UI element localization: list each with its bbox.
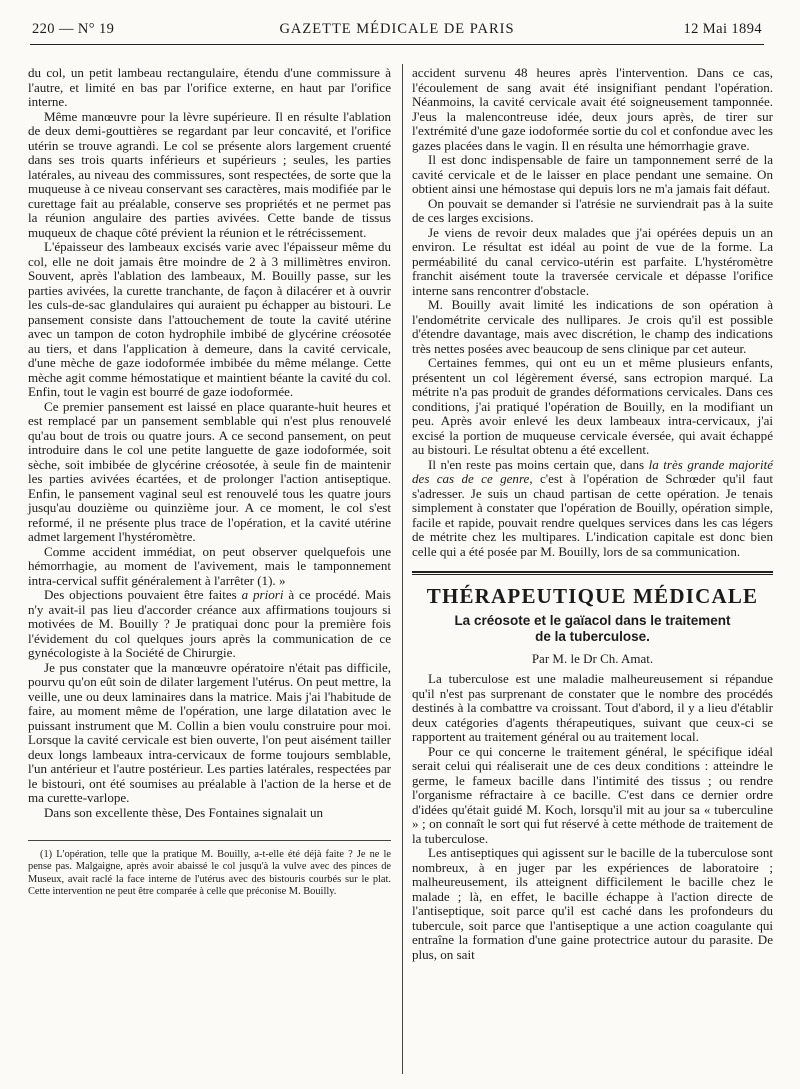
italic-text: a priori xyxy=(241,587,284,602)
paragraph: Même manœuvre pour la lèvre supérieure. Il en résulte l'ablation de deux demi-gouttières se regardant par leur concavité, et l'orifice utérin se trouve agrandi. Le col se présente alors largement cruenté dans ses trois quarts inférieurs et supérieurs ; seules, les parties latérales, au niveau des commissures, sont respectées, de sorte que la muqueuse à ce niveau conservant ses caractères, mais modifiée par le curettage fait au préalable, conserve ses propriétés et ne permet pas la réunion angulaire des parties avivées. Cette bande de tissus muqueux de chaque côté prévient la réunion et le rétrécissement. xyxy=(28,108,391,240)
paragraph: Certaines femmes, qui ont eu un et même plusieurs enfants, présentent un col légèrement éversé, sans ectropion marqué. La métrite n'a pas produit de grandes déformations cervicales. Dans ces conditions, j'ai pratiqué l'opération de Bouilly, en la modifiant un peu. Après avoir enlevé les deux lambeaux intra-cervicaux, j'ai excisé la portion de muqueuse cervicale éversée, qui avait échappé au bistouri. Le résultat obtenu a été excellent. xyxy=(412,355,773,457)
left-column xyxy=(28,66,391,898)
paragraph: La tuberculose est une maladie malheureusement si répandue qu'il n'est pas surprenant de constater que le nombre des procédés destinés à la combattre va croissant. Tout d'abord, il y a lieu d'établir deux catégories d'agents thérapeutiques, suivant que ceux-ci se rapportent au traitement général ou au traitement local. xyxy=(412,671,773,744)
footnote-rule xyxy=(28,840,391,841)
paragraph: Je viens de revoir deux malades que j'ai opérées depuis un an environ. Le résultat est idéal au point de vue de la forme. La perméabilité du canal cervico-utérin est parfaite. L'hystéromètre franchit aisément toute la traversée cervicale et dépasse l'orifice interne sans rencontrer d'obstacle. xyxy=(412,224,773,298)
paragraph xyxy=(28,588,391,661)
article-title-line: de la tuberculose. xyxy=(535,629,650,644)
journal-title: GAZETTE MÉDICALE DE PARIS xyxy=(279,21,515,37)
right-column xyxy=(412,66,773,962)
text-run: à ce procédé. Mais n'y avait-il pas lieu d'accorder créance aux affirmations toujours si motivées de M. Bouilly ? Je pratiquai donc pour la première fois l'évidement du col quelques jours après la communication de ce gynécologiste à la Société de Chirurgie. xyxy=(28,587,391,660)
paragraph: Il est donc indispensable de faire un tamponnement serré de la cavité cervicale et de le laisser en place pendant une semaine. On obtient ainsi une hémostase qui depuis lors ne m'a jamais fait défaut. xyxy=(412,152,773,196)
paragraph: Pour ce qui concerne le traitement général, le spécifique idéal serait celui qui réaliserait une de ces deux conditions : atteindre le germe, le fameux bacille dans l'intimité des tissus ; ou rendre l'organisme réfractaire à ce bacille. C'est dans ce dernier ordre d'idées qu'était guidé M. Koch, lorsqu'il mit au jour sa « tuberculine » ; on connaît le sort qui fut réservé à cette méthode de traitement de la tuberculose. xyxy=(412,743,773,846)
article-title xyxy=(412,613,773,645)
section-rule xyxy=(412,574,773,575)
article-byline: Par M. le Dr Ch. Amat. xyxy=(531,651,654,666)
text-run: Il n'en reste pas moins certain que, dans xyxy=(428,456,649,472)
page-header xyxy=(30,18,764,45)
article-title-line: La créosote et le gaïacol dans le traitement xyxy=(454,613,731,628)
paragraph: Dans son excellente thèse, Des Fontaines signalait un xyxy=(44,804,323,820)
column-divider xyxy=(402,64,403,1074)
paragraph: Ce premier pansement est laissé en place quarante-huit heures et est remplacé par un pansement semblable qui n'est plus renouvelé qu'au bout de trois ou quatre jours. A ce second pansement, on peut introduire dans le col une petite languette de gaze iodoformée, soit sèche, soit imbibée de glycérine créosotée, à seule fin de maintenir les parties avivées écartées, et de prolonger l'action antiseptique. Enfin, le pansement vaginal seul est renouvelé tous les quatre jours jusqu'au douzième ou quinzième jour. A ce moment, le col s'est reformé, il ne présente plus trace de l'opération, et la cavité utérine admet largement l'hystéromètre. xyxy=(28,398,391,544)
text-run: Des objections pouvaient être faites xyxy=(44,587,242,602)
section-rule xyxy=(412,571,773,573)
text-run: , c'est à l'opération de Schrœder qu'il faut s'adresser. Je suis un chaud partisan de cette opération. Je tenais simplement à constater que l'opération de Bouilly, opération simple, facile et rapide, pouvait rendre quelques services dans les cas légers de métrite chez les multipares. L'indication capitale est donc bien celle qui a été posée par M. Bouilly, lors de sa communication. xyxy=(412,471,773,559)
paragraph: M. Bouilly avait limité les indications de son opération à l'endométrite cervicale des nullipares. Je crois qu'il est possible d'étendre davantage, mais avec discrétion, le champ des indications très nettes posées avec beaucoup de sens clinique par cet auteur. xyxy=(412,297,773,356)
page-number: 220 — N° 19 xyxy=(32,21,115,37)
paragraph: du col, un petit lambeau rectangulaire, étendu d'une commissure à l'autre, et limité en bas par l'orifice externe, en haut par l'orifice interne. xyxy=(28,65,391,109)
issue-date: 12 Mai 1894 xyxy=(683,21,762,37)
italic-text: la très grande majorité des cas de ce genre xyxy=(412,456,773,486)
paragraph xyxy=(412,458,773,560)
paragraph: Les antiseptiques qui agissent sur le bacille de la tuberculose sont nombreux, à en juger par les expériences de laboratoire ; malheureusement, ils atteignent difficilement le bacille chez le malade ; là, en effet, le bacille échappe à l'action directe de l'antiseptique, soit parce qu'il est caché dans les profondeurs du tubercule, soit parce que l'antiseptique a une action coagulante qui entraîne la formation d'une gaine protectrice autour du parasite. De plus, on sait xyxy=(412,845,773,962)
section-title: THÉRAPEUTIQUE MÉDICALE xyxy=(426,584,759,608)
paragraph: L'épaisseur des lambeaux excisés varie avec l'épaisseur même du col, elle ne doit jamais être moindre de 2 à 3 millimètres environ. Souvent, après l'ablation des lambeaux, M. Bouilly passe, sur les parties avivées, la curette tranchante, de façon à dilacérer et à ouvrir les culs-de-sac glandulaires qui auraient pu échapper au bistouri. Le pansement consiste dans l'attouchement de toute la cavité utérine avec un tampon de coton hydrophile imbibé de glycérine créosotée au tiers, et dans l'application à demeure, dans la cavité cervicale, d'une mèche de gaze iodoformée imbibée du même mélange. Cette mèche agit comme hémostatique et maintient béante la cavité du col. Enfin, tout le vagin est bourré de gaze iodoformée. xyxy=(28,239,391,399)
paragraph: Comme accident immédiat, on peut observer quelquefois une hémorrhagie, au moment de l'avivement, mais le tamponnement intra-cervical suffit généralement à l'arrêter (1). » xyxy=(28,543,391,588)
footnote: (1) L'opération, telle que la pratique M. Bouilly, a-t-elle été déjà faite ? Je ne le pense pas. Malgaigne, après avoir abaissé le col jusqu'à la vulve avec des pinces de Museux, avait raclé la face interne de l'utérus avec des bistouris courbés sur le plat. Cette intervention ne peut être comparée à celle que préconise M. Bouilly. xyxy=(28,849,391,897)
paragraph: Je pus constater que la manœuvre opératoire n'était pas difficile, pourvu qu'on eût soin de dilater largement l'utérus. On peut mettre, la veille, une ou deux laminaires dans la matrice. Mais j'ai l'habitude de faire, au moment même de l'opération, une large dilatation avec le puissant instrument que M. Collin a bien voulu construire pour moi. Lorsque la cavité cervicale est bien ouverte, l'on peut aisément tailler deux longs lambeaux intra-cervicaux de forme toujours semblable, l'un antérieur et l'autre postérieur. Les parties latérales, respectées par le bistouri, ont été soumises au préalable à l'action de la herse et de ma curette-varlope. xyxy=(28,659,391,805)
paragraph: On pouvait se demander si l'atrésie ne surviendrait pas à la suite de ces larges excisions. xyxy=(412,195,773,225)
paragraph: accident survenu 48 heures après l'intervention. Dans ce cas, l'écoulement de sang avait été insignifiant pendant l'opération. Néanmoins, la cavité cervicale avait été soigneusement tamponnée. J'eus la malencontreuse idée, deux jours après, de tirer sur l'extrémité d'une gaze iodoformée sortie du col et confondue avec les gazes placées dans le vagin. Il en résulta une hémorrhagie grave. xyxy=(412,65,773,153)
